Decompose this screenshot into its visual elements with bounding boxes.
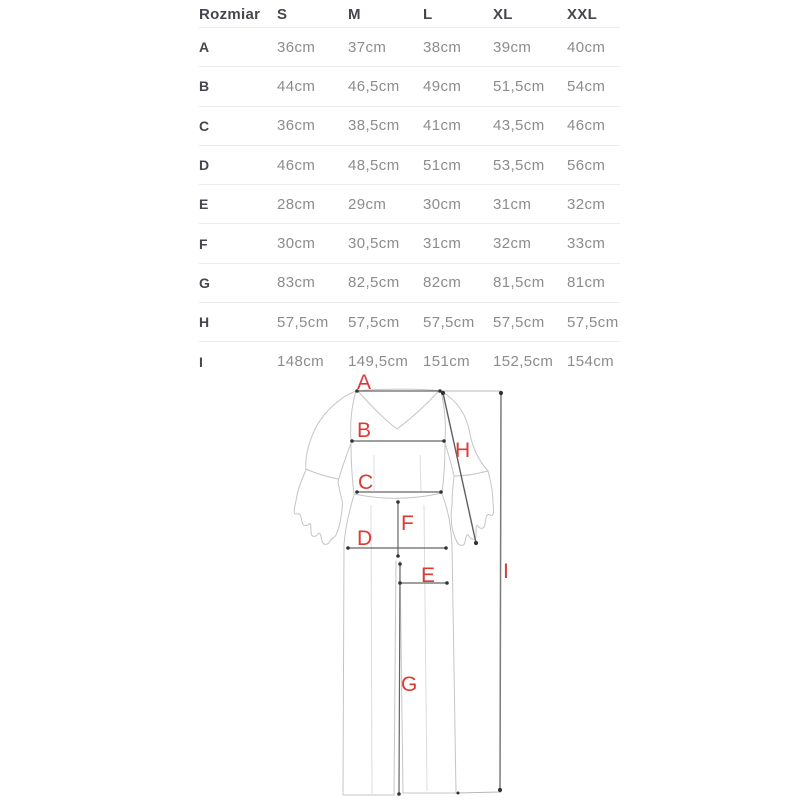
cell-value: 81,5cm bbox=[493, 274, 545, 292]
dimension-label-b: B bbox=[357, 419, 372, 442]
row-label: B bbox=[199, 78, 210, 95]
cell-value: 31cm bbox=[493, 195, 532, 213]
dimension-line-g bbox=[399, 564, 400, 794]
cell-value: 44cm bbox=[277, 77, 316, 95]
cell-value: 53,5cm bbox=[493, 156, 545, 174]
cell-value: 29cm bbox=[348, 195, 387, 213]
cell-value: 149,5cm bbox=[348, 353, 409, 371]
header-size-l: L bbox=[423, 6, 433, 23]
dimension-label-f: F bbox=[401, 512, 414, 535]
cell-value: 32cm bbox=[567, 195, 606, 213]
cell-value: 38,5cm bbox=[348, 117, 400, 135]
cell-value: 39cm bbox=[493, 38, 532, 56]
cell-value: 40cm bbox=[567, 38, 606, 56]
cell-value: 56cm bbox=[567, 156, 606, 174]
dimension-line-i bbox=[500, 393, 501, 790]
cell-value: 151cm bbox=[423, 353, 471, 371]
cell-value: 31cm bbox=[423, 235, 462, 253]
cell-value: 36cm bbox=[277, 117, 316, 135]
dimension-label-e: E bbox=[421, 564, 436, 587]
cell-value: 57,5cm bbox=[277, 313, 329, 331]
header-size-column: Rozmiar bbox=[199, 6, 261, 23]
cell-value: 46cm bbox=[277, 156, 316, 174]
cell-value: 154cm bbox=[567, 353, 615, 371]
dimension-labels bbox=[357, 371, 509, 696]
cell-value: 49cm bbox=[423, 77, 462, 95]
cell-value: 57,5cm bbox=[423, 313, 475, 331]
row-label: C bbox=[199, 117, 210, 134]
cell-value: 57,5cm bbox=[493, 313, 545, 331]
cell-value: 32cm bbox=[493, 235, 532, 253]
cell-value: 152,5cm bbox=[493, 353, 554, 371]
cell-value: 148cm bbox=[277, 353, 325, 371]
row-label: E bbox=[199, 196, 209, 213]
cell-value: 33cm bbox=[567, 235, 606, 253]
cell-value: 48,5cm bbox=[348, 156, 400, 174]
cell-value: 36cm bbox=[277, 38, 316, 56]
cell-value: 54cm bbox=[567, 77, 606, 95]
header-size-xl: XL bbox=[493, 6, 513, 23]
row-label: A bbox=[199, 39, 210, 56]
dimension-label-h: H bbox=[455, 439, 471, 462]
cell-value: 51,5cm bbox=[493, 77, 545, 95]
header-size-m: M bbox=[348, 6, 361, 23]
hem-to-i-connector bbox=[456, 792, 501, 793]
dimension-label-d: D bbox=[357, 527, 373, 550]
cell-value: 57,5cm bbox=[348, 313, 400, 331]
header-size-s: S bbox=[277, 6, 288, 23]
row-label: H bbox=[199, 314, 210, 331]
row-label: I bbox=[199, 353, 204, 370]
cell-value: 28cm bbox=[277, 195, 316, 213]
cell-value: 30,5cm bbox=[348, 235, 400, 253]
cell-value: 46,5cm bbox=[348, 77, 400, 95]
cell-value: 41cm bbox=[423, 117, 462, 135]
dimension-label-a: A bbox=[357, 371, 372, 394]
dimension-label-c: C bbox=[358, 471, 374, 494]
cell-value: 30cm bbox=[423, 195, 462, 213]
dimension-label-i: I bbox=[503, 560, 509, 583]
cell-value: 51cm bbox=[423, 156, 462, 174]
cell-value: 43,5cm bbox=[493, 117, 545, 135]
cell-value: 82cm bbox=[423, 274, 462, 292]
row-label: G bbox=[199, 274, 211, 291]
header-size-xxl: XXL bbox=[567, 6, 598, 23]
cell-value: 37cm bbox=[348, 38, 387, 56]
dimension-label-g: G bbox=[401, 673, 418, 696]
dimension-line-h bbox=[443, 393, 476, 543]
row-label: D bbox=[199, 157, 210, 174]
cell-value: 57,5cm bbox=[567, 313, 619, 331]
cell-value: 30cm bbox=[277, 235, 316, 253]
cell-value: 38cm bbox=[423, 38, 462, 56]
cell-value: 82,5cm bbox=[348, 274, 400, 292]
cell-value: 81cm bbox=[567, 274, 606, 292]
cell-value: 83cm bbox=[277, 274, 316, 292]
cell-value: 46cm bbox=[567, 117, 606, 135]
row-label: F bbox=[199, 235, 208, 252]
